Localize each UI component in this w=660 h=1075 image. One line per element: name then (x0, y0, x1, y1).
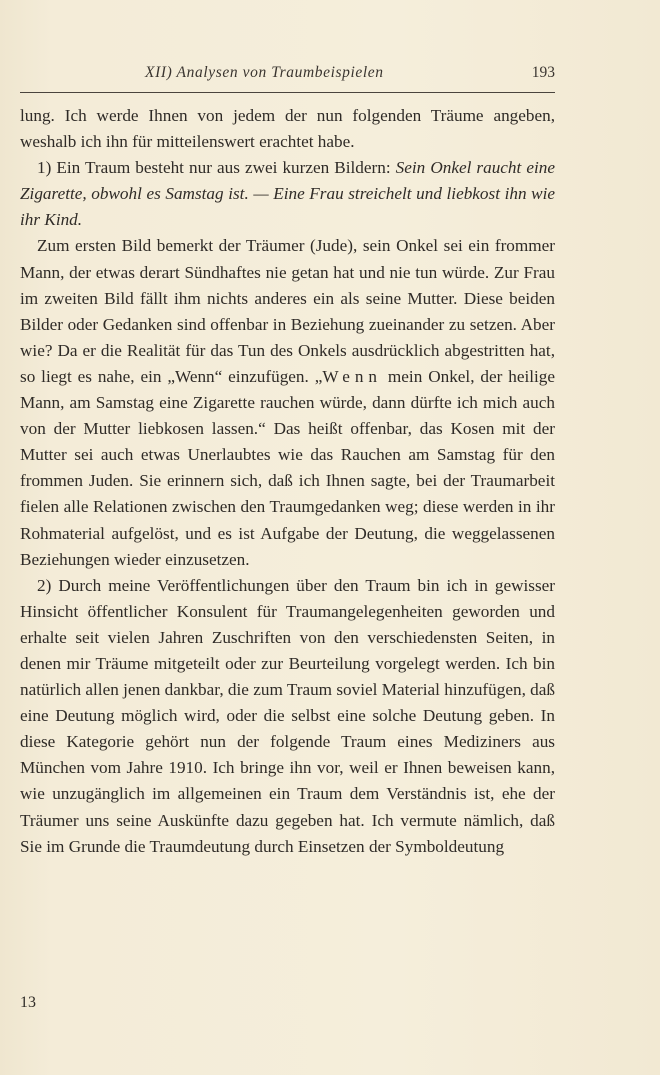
paragraph (20, 103, 555, 155)
spaced-emphasis-text: Wenn (322, 366, 383, 386)
running-title: XII) Analysen von Traumbeispielen (145, 64, 384, 81)
text-run: lung. Ich werde Ihnen von jedem der nun folgenden Träume angeben, weshalb ich ihn für mitteilenswert erachtet habe. (20, 106, 555, 152)
printer-signature-mark: 13 (20, 994, 36, 1011)
text-run: 1) Ein Traum besteht nur aus zwei kurzen Bildern: (37, 158, 396, 178)
paragraph (20, 233, 555, 572)
text-run: Zum ersten Bild bemerkt der Träumer (Jude), sein Onkel sei ein frommer Mann, der etwas derart Sündhaftes nie getan hat und nie tun würde. Zur Frau im zweiten Bild fällt ihm nichts anderes ein als seine Mutter. Diese beiden Bilder oder Gedanken sind offenbar in Beziehung zueinander zu setzen. Aber wie? Da er die Realität für das Tun des Onkels ausdrücklich abgestritten hat, so liegt es nahe, ein „Wenn“ einzufügen. „ (20, 236, 555, 386)
page-number: 193 (531, 64, 555, 81)
text-run: 2) Durch meine Veröffentlichungen über den Traum bin ich in gewisser Hinsicht öffentlicher Konsulent für Traumangelegenheiten geworden und erhalte seit vielen Jahren Zuschriften von den verschiedensten Seiten, in denen mir Träume mitgeteilt oder zur Beurteilung vorgelegt werden. Ich bin natürlich allen jenen dankbar, die zum Traum soviel Material hinzufügen, daß eine Deutung möglich wird, oder die selbst eine solche Deutung geben. In diese Kategorie gehört nun der folgende Traum eines Mediziners aus München vom Jahre 1910. Ich bringe ihn vor, weil er Ihnen beweisen kann, wie unzugänglich im allgemeinen ein Traum dem Verständnis ist, ehe der Träumer uns seine Auskünfte dazu gegeben hat. Ich vermute nämlich, daß Sie im Grunde die Traumdeutung durch Einsetzen der Symboldeutung (20, 575, 555, 856)
paragraph (20, 573, 555, 860)
body-text (20, 103, 555, 860)
running-header (20, 60, 555, 86)
text-run: mein Onkel, der heilige Mann, am Samstag eine Zigarette rauchen würde, dann dürfte ich mich auch von der Mutter liebkosen lassen.“ Das heißt offenbar, das Kosen mit der Mutter sei auch etwas Unerlaubtes wie das Rauchen am Samstag für den frommen Juden. Sie erinnern sich, daß ich Ihnen sagte, bei der Traumarbeit fielen alle Relationen zwischen den Traumgedanken weg; diese werden in ihr Rohmaterial aufgelöst, und es ist Aufgabe der Deutung, die weggelassenen Beziehungen wieder einzusetzen. (20, 366, 555, 569)
emphasized-text: Sein Onkel raucht eine Zigarette, obwohl es Samstag ist. — Eine Frau streichelt und liebkost ihn wie ihr Kind. (20, 158, 555, 230)
paragraph (20, 155, 555, 233)
header-rule (20, 92, 555, 93)
